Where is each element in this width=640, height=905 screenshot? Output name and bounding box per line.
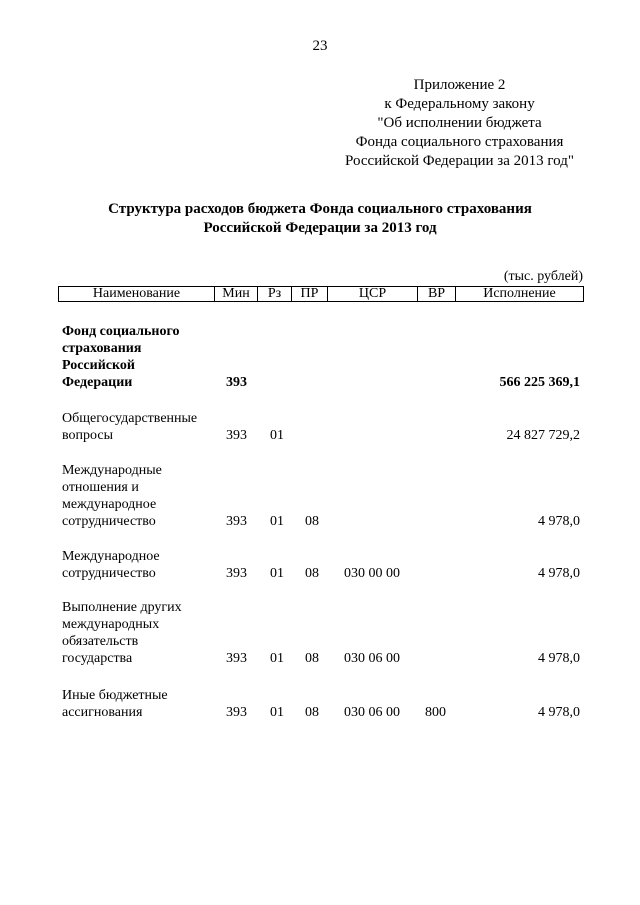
- appendix-line: к Федеральному закону: [384, 96, 535, 112]
- row-name-line: Международные: [62, 463, 162, 478]
- appendix-line: "Об исполнении бюджета: [377, 115, 542, 131]
- document-title: [0, 200, 640, 238]
- row-name-line: международное: [62, 497, 157, 512]
- row-pr: 08: [305, 514, 319, 529]
- row-name: [62, 687, 212, 721]
- table-header: [58, 286, 584, 302]
- row-name-line: обязательств: [62, 634, 139, 649]
- row-rz: 01: [270, 566, 284, 581]
- row-min: 393: [226, 566, 247, 581]
- row-rz: 01: [270, 428, 284, 443]
- row-name-line: Общегосударственные: [62, 411, 198, 426]
- header-csr: ЦСР: [327, 286, 417, 302]
- row-name-line: сотрудничество: [62, 514, 156, 529]
- row-pr: 08: [305, 566, 319, 581]
- row-name-line: отношения и: [62, 480, 139, 495]
- appendix-note: [345, 76, 574, 171]
- table-row: [0, 410, 640, 444]
- appendix-line: Приложение 2: [413, 77, 506, 93]
- row-vr: 800: [425, 705, 446, 720]
- row-name: [62, 462, 212, 530]
- row-name: [62, 599, 212, 667]
- row-name-line: Иные бюджетные: [62, 688, 168, 703]
- header-name: Наименование: [92, 286, 181, 301]
- row-pr: 08: [305, 651, 319, 666]
- row-rz: 01: [270, 514, 284, 529]
- row-name-line: страхования: [62, 341, 142, 356]
- table-row: [0, 548, 640, 582]
- row-name-line: государства: [62, 651, 133, 666]
- row-name-line: Выполнение других: [62, 600, 182, 615]
- row-name-line: сотрудничество: [62, 566, 156, 581]
- row-name-line: Российской: [62, 358, 135, 373]
- row-pr: 08: [305, 705, 319, 720]
- row-csr: 030 06 00: [344, 651, 400, 666]
- units-label: (тыс. рублей): [503, 269, 583, 284]
- row-exec: 4 978,0: [538, 566, 580, 581]
- header-rz: Рз: [257, 286, 291, 302]
- row-rz: 01: [270, 705, 284, 720]
- title-line: Структура расходов бюджета Фонда социального страхования: [108, 201, 532, 217]
- row-name: [62, 410, 212, 444]
- table-row: [0, 462, 640, 530]
- row-exec: 24 827 729,2: [506, 428, 580, 443]
- row-min: 393: [226, 514, 247, 529]
- row-exec: 566 225 369,1: [499, 375, 580, 390]
- header-pr: ПР: [291, 286, 327, 302]
- appendix-line: Российской Федерации за 2013 год": [345, 153, 574, 169]
- row-name: [62, 548, 212, 582]
- table-row: [0, 599, 640, 667]
- row-min: 393: [226, 375, 247, 390]
- header-exec: Исполнение: [455, 286, 583, 302]
- row-name-line: Федерации: [62, 375, 133, 390]
- header-vr: ВР: [417, 286, 455, 302]
- header-min: Мин: [214, 286, 257, 302]
- row-exec: 4 978,0: [538, 651, 580, 666]
- row-csr: 030 06 00: [344, 705, 400, 720]
- appendix-line: Фонда социального страхования: [355, 134, 564, 150]
- row-exec: 4 978,0: [538, 705, 580, 720]
- row-min: 393: [226, 705, 247, 720]
- table-row: [0, 323, 640, 391]
- row-exec: 4 978,0: [538, 514, 580, 529]
- row-min: 393: [226, 651, 247, 666]
- row-name: [62, 323, 212, 391]
- row-name-line: Фонд социального: [62, 324, 180, 339]
- title-line: Российской Федерации за 2013 год: [203, 220, 437, 236]
- row-csr: 030 00 00: [344, 566, 400, 581]
- row-name-line: Международное: [62, 549, 160, 564]
- page-number: 23: [312, 38, 328, 54]
- row-name-line: международных: [62, 617, 160, 632]
- row-min: 393: [226, 428, 247, 443]
- row-name-line: вопросы: [62, 428, 113, 443]
- table-row: [0, 687, 640, 721]
- row-rz: 01: [270, 651, 284, 666]
- row-name-line: ассигнования: [62, 705, 143, 720]
